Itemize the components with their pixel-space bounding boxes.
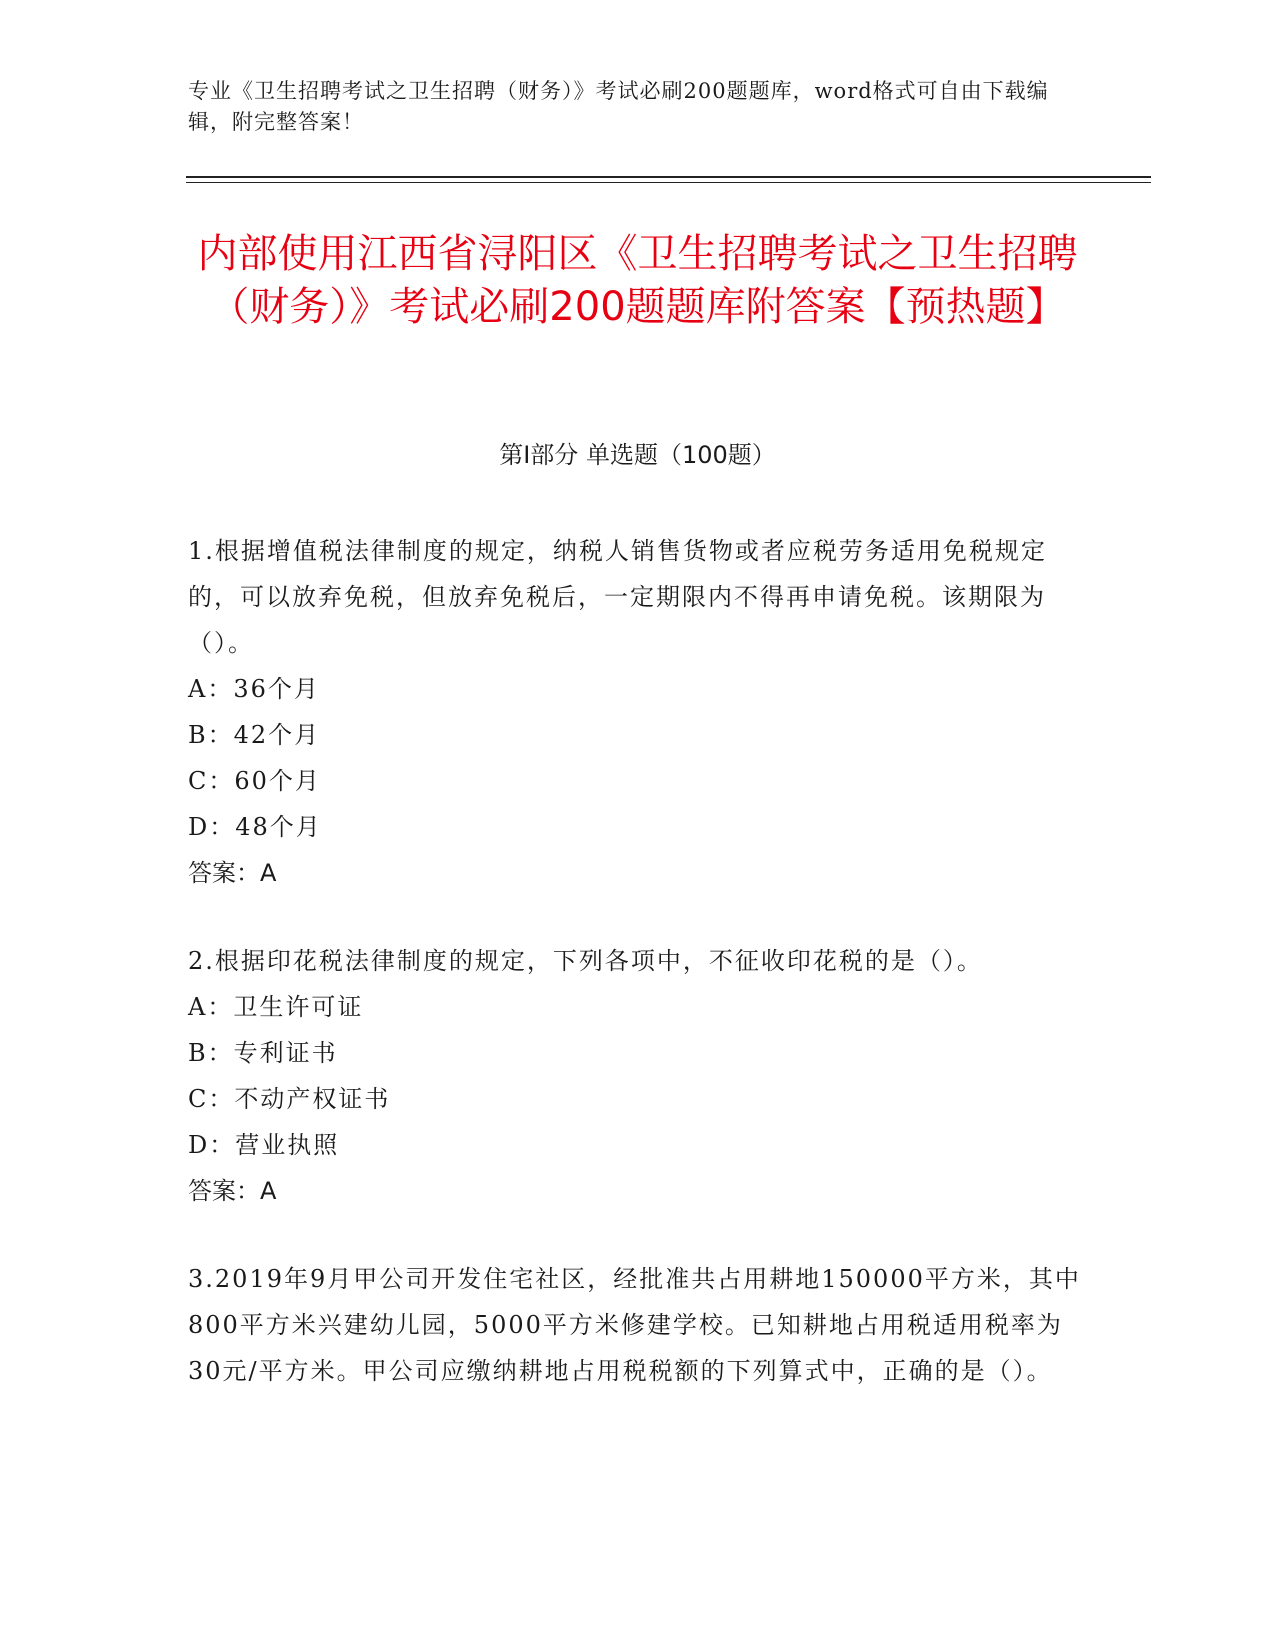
answer: 答案：A — [188, 1177, 277, 1205]
question-2 — [188, 938, 1088, 1214]
question-stem: 3.2019年9月甲公司开发住宅社区，经批准共占用耕地150000平方米，其中800平方米兴建幼儿园，5000平方米修建学校。已知耕地占用税适用税率为30元/平方米。甲公司应缴纳耕地占用税税额的下列算式中，正确的是（）。 — [188, 1265, 1081, 1385]
header-divider-thick — [186, 176, 1151, 178]
option-d: D：48个月 — [188, 813, 322, 841]
answer: 答案：A — [188, 859, 277, 887]
option-d: D：营业执照 — [188, 1131, 340, 1159]
question-stem: 1.根据增值税法律制度的规定，纳税人销售货物或者应税劳务适用免税规定的，可以放弃免税，但放弃免税后，一定期限内不得再申请免税。该期限为（）。 — [188, 537, 1047, 657]
header-divider-thin — [186, 182, 1151, 183]
question-stem: 2.根据印花税法律制度的规定，下列各项中，不征收印花税的是（）。 — [188, 947, 983, 975]
option-b: B：42个月 — [188, 721, 321, 749]
header-note: 专业《卫生招聘考试之卫生招聘（财务）》考试必刷200题题库，word格式可自由下载编辑，附完整答案！ — [188, 79, 1049, 134]
option-b: B：专利证书 — [188, 1039, 338, 1067]
section-heading: 第I部分 单选题（100题） — [499, 441, 776, 469]
document-title: 内部使用江西省浔阳区《卫生招聘考试之卫生招聘（财务）》考试必刷200题题库附答案【预热题】 — [197, 231, 1078, 330]
option-a: A：卫生许可证 — [188, 993, 364, 1021]
question-1 — [188, 528, 1088, 896]
question-list — [188, 528, 1088, 1436]
question-3 — [188, 1256, 1088, 1394]
option-c: C：60个月 — [188, 767, 321, 795]
option-a: A：36个月 — [188, 675, 320, 703]
option-c: C：不动产权证书 — [188, 1085, 391, 1113]
